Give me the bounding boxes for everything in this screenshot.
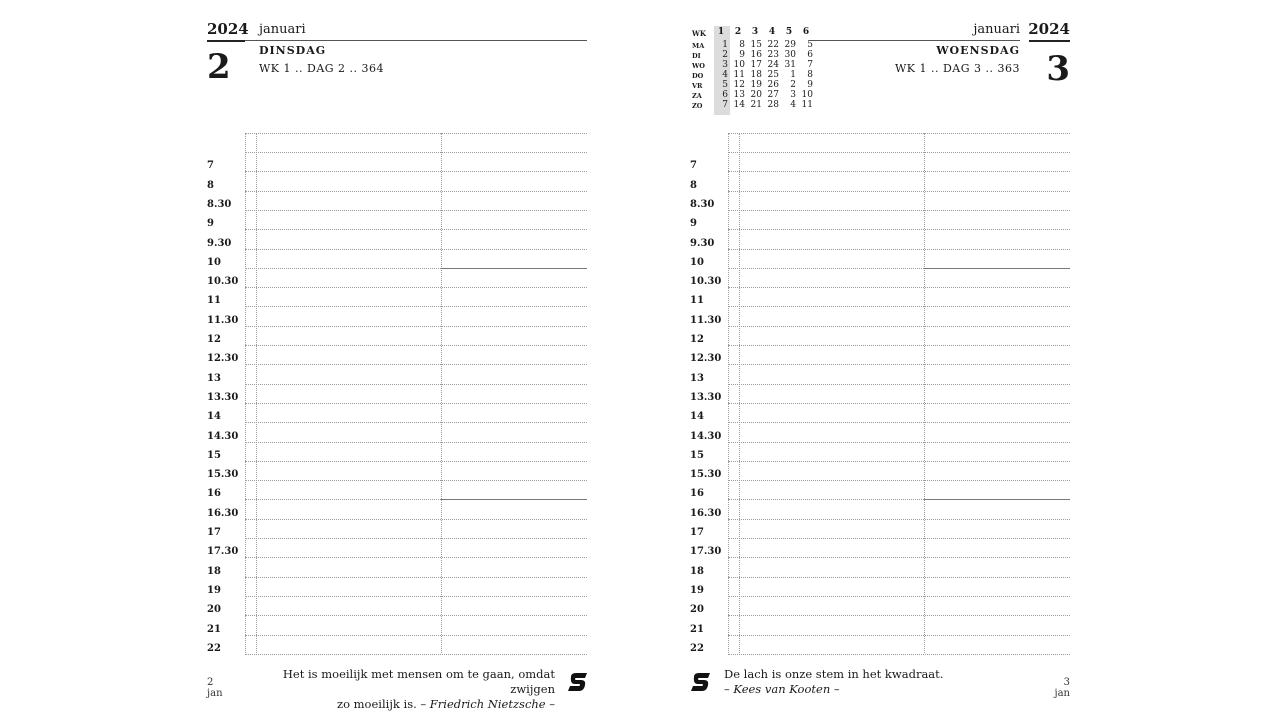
grid-line (728, 538, 1070, 539)
footer-date: 2 jan (207, 677, 223, 699)
hour-label: 21 (207, 623, 221, 635)
grid-line (245, 229, 587, 230)
grid-line (245, 422, 587, 423)
calendar-day[interactable]: 15 (750, 40, 762, 50)
week-day-info: WK 1 .. DAG 2 .. 364 (259, 62, 385, 75)
calendar-day[interactable]: 13 (733, 90, 745, 100)
hour-label: 17.30 (207, 546, 239, 558)
grid-line (245, 152, 587, 153)
hour-label: 17 (207, 527, 221, 538)
grid-line (728, 635, 1070, 636)
hour-label: 14.30 (207, 430, 239, 442)
weekday-code: WO (692, 62, 705, 70)
year-label: 2024 (1028, 20, 1070, 38)
calendar-day[interactable]: 5 (807, 40, 813, 50)
week-number: 4 (768, 27, 776, 37)
hour-label: 13.30 (207, 391, 239, 403)
grid-line (728, 345, 1070, 346)
hour-label: 10 (207, 256, 221, 268)
footer-date: 3 jan (1054, 677, 1070, 699)
calendar-day[interactable]: 6 (807, 50, 813, 60)
week-number: 6 (802, 27, 810, 37)
hour-label: 8.30 (690, 198, 715, 210)
calendar-day[interactable]: 10 (801, 90, 813, 100)
calendar-day[interactable]: 17 (750, 60, 762, 70)
hour-label: 13 (690, 372, 704, 384)
left-diary-page (207, 0, 587, 720)
grid-line (245, 249, 587, 250)
calendar-day[interactable]: 18 (750, 70, 762, 80)
week-number: 3 (751, 27, 759, 37)
grid-line (728, 152, 1070, 153)
calendar-day[interactable]: 7 (807, 60, 813, 70)
hour-label: 9.30 (690, 237, 715, 249)
grid-line (245, 171, 587, 172)
hour-label: 8 (690, 179, 697, 191)
brand-s-logo-icon (567, 671, 589, 693)
hour-label: 16.30 (207, 507, 239, 519)
appointment-grid[interactable] (728, 133, 1070, 653)
hour-label: 8.30 (207, 198, 232, 210)
grid-line (728, 191, 1070, 192)
grid-line (728, 461, 1070, 462)
weekday-code: VR (692, 82, 703, 90)
grid-line (245, 403, 587, 404)
hour-label: 12.30 (690, 353, 722, 365)
hour-label: 11 (207, 295, 221, 307)
day-number: 3 (1046, 49, 1070, 89)
calendar-day[interactable]: 6 (722, 90, 728, 100)
weekday-label: DINSDAG (259, 44, 327, 57)
hour-label: 13 (207, 372, 221, 384)
grid-line (245, 384, 587, 385)
grid-line (728, 519, 1070, 520)
hour-label: 7 (207, 160, 214, 172)
half-day-divider (441, 268, 587, 269)
appointment-grid[interactable] (245, 133, 587, 653)
hour-label: 17 (690, 527, 704, 538)
brand-s-logo-icon (690, 671, 712, 693)
hour-label: 19 (207, 584, 221, 596)
grid-line (728, 654, 1070, 655)
hour-label: 15.30 (690, 469, 722, 481)
hour-label: 21 (690, 623, 704, 635)
grid-line (245, 364, 587, 365)
calendar-day[interactable]: 11 (733, 70, 745, 80)
grid-line (245, 596, 587, 597)
grid-line (728, 615, 1070, 616)
hour-label: 13.30 (690, 391, 722, 403)
week-day-info: WK 1 .. DAG 3 .. 363 (894, 62, 1020, 75)
weekday-code: MA (692, 42, 705, 50)
grid-line (728, 596, 1070, 597)
hour-label: 20 (207, 604, 221, 616)
calendar-day[interactable]: 2 (722, 50, 728, 60)
hour-label: 9 (690, 218, 697, 230)
year-label: 2024 (207, 20, 249, 38)
daily-quote: De lach is onze stem in het kwadraat. – Kees van Kooten – (724, 667, 944, 696)
week-number: 2 (734, 27, 742, 37)
grid-line (728, 422, 1070, 423)
hour-label: 12.30 (207, 353, 239, 365)
year-underline (1029, 40, 1070, 42)
grid-line (728, 306, 1070, 307)
grid-line (728, 249, 1070, 250)
hour-label: 16 (207, 488, 221, 500)
week-number: 5 (785, 27, 793, 37)
hour-label: 9.30 (207, 237, 232, 249)
header-rule (245, 40, 587, 41)
hour-label: 17.30 (690, 546, 722, 558)
calendar-day[interactable]: 20 (750, 90, 762, 100)
calendar-day[interactable]: 29 (784, 40, 796, 50)
grid-line (245, 557, 587, 558)
right-diary-page (690, 0, 1070, 720)
grid-line (245, 577, 587, 578)
grid-line (245, 287, 587, 288)
header-rule (810, 40, 1020, 41)
hour-label: 14.30 (690, 430, 722, 442)
week-header-label: WK (692, 29, 706, 38)
calendar-day[interactable]: 5 (722, 80, 728, 90)
hour-label: 12 (207, 334, 221, 345)
calendar-day[interactable]: 3 (722, 60, 728, 70)
calendar-day[interactable]: 1 (790, 70, 796, 80)
grid-line (245, 461, 587, 462)
hour-label: 15 (690, 449, 704, 461)
hour-label: 16.30 (690, 507, 722, 519)
grid-line (728, 210, 1070, 211)
calendar-day[interactable]: 2 (790, 80, 796, 90)
calendar-day[interactable]: 9 (807, 80, 813, 90)
calendar-day[interactable]: 28 (767, 100, 779, 110)
calendar-day[interactable]: 22 (767, 40, 779, 50)
calendar-day[interactable]: 8 (739, 40, 745, 50)
grid-line (245, 519, 587, 520)
calendar-day[interactable]: 31 (784, 60, 796, 70)
calendar-day[interactable]: 24 (767, 60, 779, 70)
calendar-day[interactable]: 14 (733, 100, 745, 110)
grid-line (245, 654, 587, 655)
calendar-day[interactable]: 7 (722, 100, 728, 110)
week-number: 1 (717, 27, 725, 37)
calendar-day[interactable]: 27 (767, 90, 779, 100)
grid-line (245, 133, 587, 134)
grid-line (728, 577, 1070, 578)
calendar-day[interactable]: 1 (722, 40, 728, 50)
hour-label: 12 (690, 334, 704, 345)
month-label: januari (259, 22, 306, 37)
hour-label: 19 (690, 584, 704, 596)
calendar-day[interactable]: 11 (801, 100, 813, 110)
calendar-day[interactable]: 3 (790, 90, 796, 100)
grid-line (245, 191, 587, 192)
calendar-day[interactable]: 8 (807, 70, 813, 80)
half-day-divider (441, 499, 587, 500)
grid-line (728, 229, 1070, 230)
grid-line (728, 384, 1070, 385)
grid-line (728, 557, 1070, 558)
grid-line (245, 442, 587, 443)
half-day-divider (924, 499, 1070, 500)
hour-label: 11 (690, 295, 704, 307)
weekday-code: ZO (692, 102, 703, 110)
grid-line (728, 364, 1070, 365)
weekday-code: DI (692, 52, 701, 60)
grid-line (245, 326, 587, 327)
calendar-day[interactable]: 26 (767, 80, 779, 90)
hour-label: 22 (207, 642, 221, 654)
grid-line (728, 326, 1070, 327)
calendar-day[interactable]: 30 (784, 50, 796, 60)
hour-label: 16 (690, 488, 704, 500)
calendar-day[interactable]: 21 (750, 100, 762, 110)
grid-line (728, 480, 1070, 481)
hour-label: 18 (207, 565, 221, 577)
grid-line (728, 287, 1070, 288)
grid-line (245, 306, 587, 307)
hour-label: 7 (690, 160, 697, 172)
calendar-day[interactable]: 4 (790, 100, 796, 110)
calendar-day[interactable]: 9 (739, 50, 745, 60)
calendar-day[interactable]: 23 (767, 50, 779, 60)
calendar-day[interactable]: 4 (722, 70, 728, 80)
calendar-day[interactable]: 10 (733, 60, 745, 70)
calendar-day[interactable]: 19 (750, 80, 762, 90)
grid-line (728, 133, 1070, 134)
hour-label: 22 (690, 642, 704, 654)
grid-line (245, 480, 587, 481)
half-day-divider (924, 268, 1070, 269)
daily-quote: Het is moeilijk met mensen om te gaan, omdat zwijgen zo moeilijk is. – Friedrich Nietzsche – (282, 667, 555, 711)
grid-line (728, 403, 1070, 404)
hour-label: 15 (207, 449, 221, 461)
calendar-day[interactable]: 12 (733, 80, 745, 90)
hour-label: 14 (207, 411, 221, 423)
weekday-code: DO (692, 72, 704, 80)
grid-line (245, 345, 587, 346)
year-underline (207, 40, 245, 42)
grid-line (728, 442, 1070, 443)
day-number: 2 (207, 47, 231, 87)
hour-label: 14 (690, 411, 704, 423)
hour-label: 9 (207, 218, 214, 230)
hour-label: 10.30 (207, 276, 239, 288)
hour-label: 10.30 (690, 276, 722, 288)
hour-label: 8 (207, 179, 214, 191)
calendar-day[interactable]: 25 (767, 70, 779, 80)
weekday-label: WOENSDAG (936, 44, 1020, 57)
hour-label: 10 (690, 256, 704, 268)
grid-line (245, 538, 587, 539)
grid-line (245, 635, 587, 636)
hour-label: 18 (690, 565, 704, 577)
calendar-day[interactable]: 16 (750, 50, 762, 60)
weekday-code: ZA (692, 92, 702, 100)
hour-label: 11.30 (207, 314, 239, 326)
grid-line (728, 171, 1070, 172)
hour-label: 15.30 (207, 469, 239, 481)
hour-label: 20 (690, 604, 704, 616)
hour-label: 11.30 (690, 314, 722, 326)
grid-line (245, 615, 587, 616)
month-label: januari (973, 22, 1020, 37)
grid-line (245, 210, 587, 211)
